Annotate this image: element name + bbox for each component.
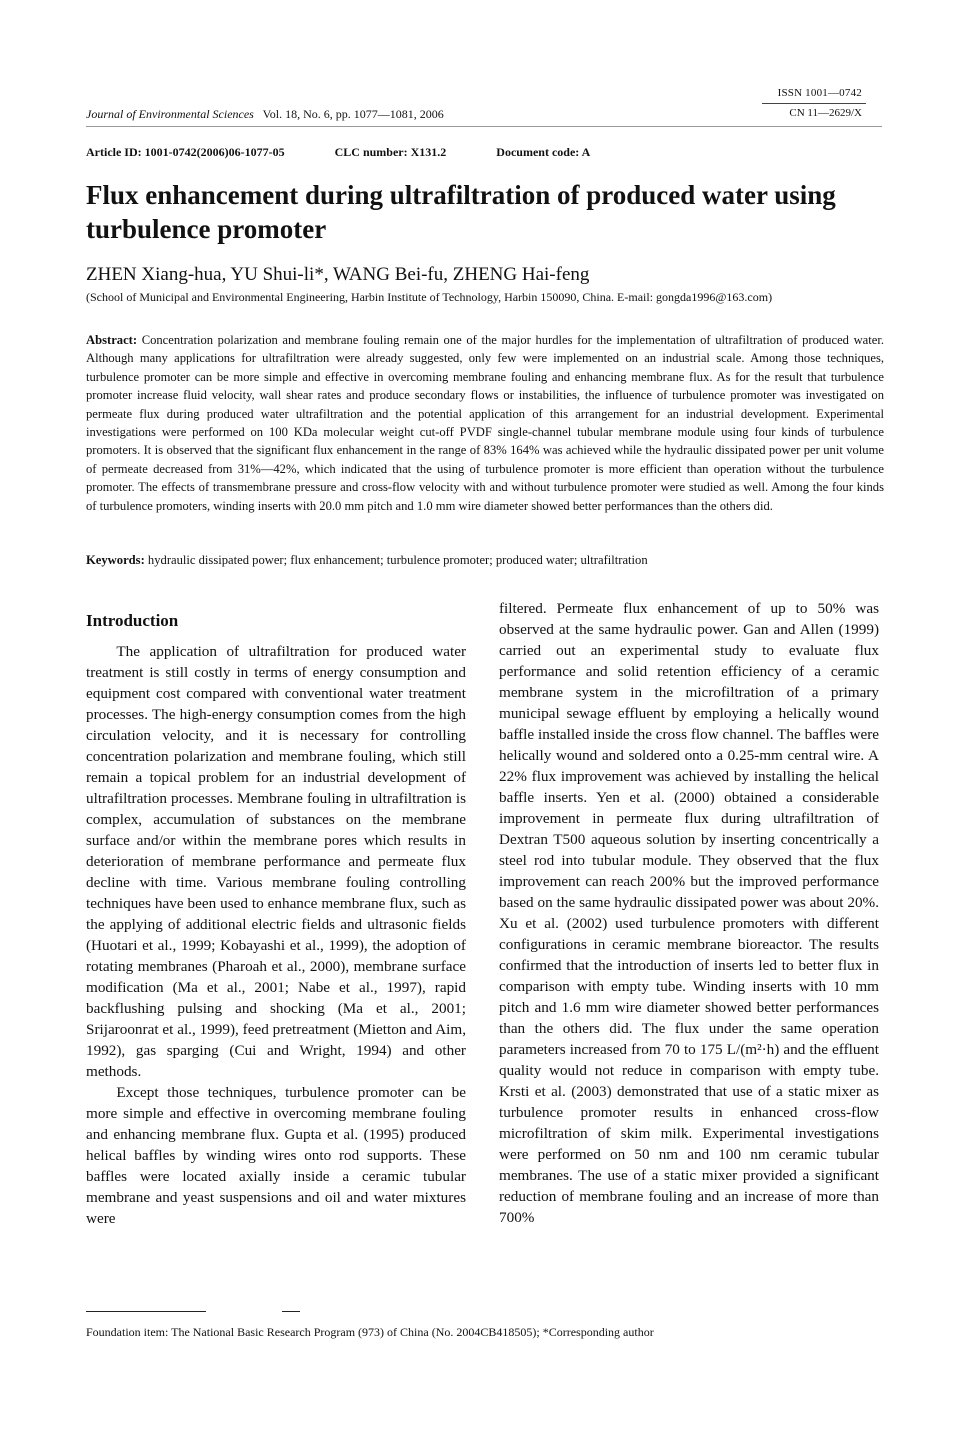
cn-number: CN 11—2629/X bbox=[789, 107, 862, 119]
author-list: ZHEN Xiang-hua, YU Shui-li*, WANG Bei-fu, ZHENG Hai-feng bbox=[86, 264, 590, 285]
journal-name: Journal of Environmental Sciences bbox=[86, 107, 254, 121]
journal-header bbox=[86, 107, 444, 122]
journal-info: Vol. 18, No. 6, pp. 1077—1081, 2006 bbox=[262, 107, 444, 121]
footnote-rule bbox=[86, 1311, 206, 1312]
abstract bbox=[86, 331, 884, 515]
abstract-label: Abstract: bbox=[86, 333, 138, 347]
paragraph: Except those techniques, turbulence promoter can be more simple and effective in overcoming membrane fouling and enhancing membrane flux. Gupta et al. (1995) produced helical baffles by winding wires onto rod supports. These baffles were located axially inside a ceramic tubular membrane and yeast suspensions and oil and water mixtures were bbox=[86, 1084, 466, 1227]
paper-title: Flux enhancement during ultrafiltration of produced water using turbulence promoter bbox=[86, 180, 836, 244]
abstract-text: Concentration polarization and membrane fouling remain one of the major hurdles for the implementation of ultrafiltration of produced water. Although many applications for ultrafiltration were already suggested, only few were implemented on an industrial scale. Among those techniques, turbulence promoter can be more simple and effective in overcoming membrane fouling and enhancing membrane flux. As for the result that turbulence promoter increase fluid velocity, wall shear rates and produce secondary flows or instabilities, the influence of turbulence promoter was investigated on permeate flux during produced water ultrafiltration and the potential application of this arrangement for an industrial development. Experimental investigations were performed on 100 KDa molecular weight cut-off PVDF single-channel tubular membrane module using four kinds of turbulence promoters. It is observed that the significant flux enhancement in the range of 83% 164% was achieved while the hydraulic dissipated power per unit volume of permeate decreased from 31%—42%, which indicated that the using of turbulence promoter is more efficient than operation without the turbulence promoter. The effects of transmembrane pressure and cross-flow velocity with and without turbulence promoter were studied as well. Among the four kinds of turbulence promoters, winding inserts with 20.0 mm pitch and 1.0 mm wire diameter showed better performances than the others did. bbox=[86, 333, 884, 513]
header-divider bbox=[762, 103, 866, 104]
article-info bbox=[86, 145, 590, 160]
clc-number: CLC number: X131.2 bbox=[334, 145, 447, 159]
header-rule bbox=[86, 126, 882, 127]
article-id: Article ID: 1001-0742(2006)06-1077-05 bbox=[86, 145, 285, 159]
footnote-rule bbox=[282, 1311, 300, 1312]
document-code: Document code: A bbox=[496, 145, 591, 159]
left-column bbox=[86, 641, 466, 1229]
paragraph: The application of ultrafiltration for produced water treatment is still costly in terms of energy consumption and equipment cost compared with conventional water treatment processes. The high-energy consumption comes from the high circulation velocity, and it is necessary for controlling concentration polarization and membrane fouling, which still remain a topical problem for an industrial development of ultrafiltration processes. Membrane fouling in ultrafiltration is complex, accumulation of substances on the membrane surface and/or within the membrane pores which results in deterioration of membrane performance and permeate flux decline with time. Various membrane fouling controlling techniques have been used to enhance membrane flux, such as the applying of additional electric fields and ultrasonic fields (Huotari et al., 1999; Kobayashi et al., 1999), the adoption of rotating membranes (Pharoah et al., 2000), membrane surface modification (Ma et al., 2001; Nabe et al., 1997), rapid backflushing pulsing and shocking (Ma et al., 2001; Srijaroonrat et al., 1999), feed pretreatment (Mietton and Aim, 1992), gas sparging (Cui and Wright, 1994) and other methods. bbox=[86, 643, 466, 1080]
keywords bbox=[86, 553, 884, 568]
keywords-text: hydraulic dissipated power; flux enhancement; turbulence promoter; produced water; ultrafiltration bbox=[147, 553, 648, 567]
affiliation: (School of Municipal and Environmental Engineering, Harbin Institute of Technology, Harbin 150090, China. E-mail: gongda1996@163.com) bbox=[86, 290, 773, 304]
section-heading: Introduction bbox=[86, 611, 179, 630]
paragraph: filtered. Permeate flux enhancement of up to 50% was observed at the same hydraulic power. Gan and Allen (1999) carried out an experimental study to evaluate flux performance and solid retention efficiency of a ceramic membrane system in the microfiltration of a primary municipal sewage effluent by employing a helically wound baffle installed inside the cross flow channel. The baffles were helically wound and soldered onto a 0.25-mm central wire. A 22% flux improvement was achieved by installing the helical baffle inserts. Yen et al. (2000) obtained a considerable improvement in permeate flux during ultrafiltration of Dextran T500 aqueous solution by inserting concentrically a steel rod into tubular module. They observed that the flux improvement can reach 200% but the improved performance based on the same hydraulic dissipated power was about 20%. Xu et al. (2002) used turbulence promoters with different configurations in ceramic membrane bioreactor. The results confirmed that the introduction of inserts led to better flux in comparison with empty tube. Winding inserts with 10 mm pitch and 1.6 mm wire diameter showed better performances than the others did. The flux under the same operation parameters increased from 70 to 175 L/(m²·h) and the effluent quality would not reduce in comparison with empty tube. Krsti et al. (2003) demonstrated that use of a static mixer as turbulence promoter results in enhanced cross-flow microfiltration of skim milk. Experimental investigations were performed on 50 nm and 100 nm ceramic tubular membranes. The use of a static mixer provided a significant reduction of membrane fouling and an increase of more than 700% bbox=[499, 600, 879, 1226]
right-column bbox=[499, 598, 879, 1228]
issn-number: ISSN 1001—0742 bbox=[777, 87, 862, 99]
footnote: Foundation item: The National Basic Research Program (973) of China (No. 2004CB418505); *Corresponding author bbox=[86, 1325, 654, 1339]
keywords-label: Keywords: bbox=[86, 553, 145, 567]
